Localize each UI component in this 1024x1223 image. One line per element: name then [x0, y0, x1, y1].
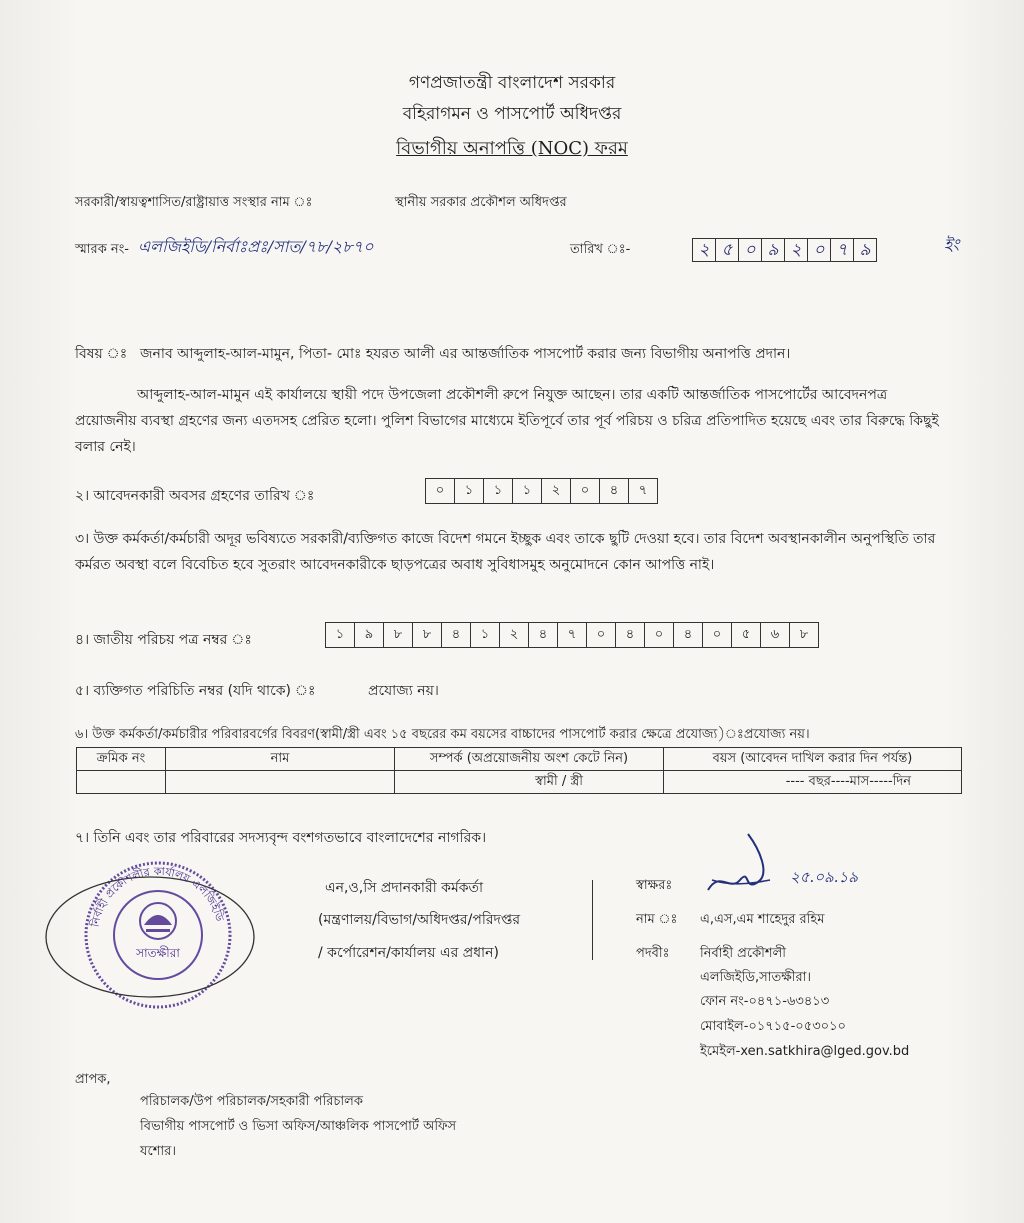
- name-label: নাম ঃ: [636, 912, 678, 927]
- date-digit-box: ৯: [853, 239, 876, 261]
- date-digit-box: ০: [807, 239, 830, 261]
- nid-digit-box: ৪: [615, 623, 644, 647]
- family-table-header: [77, 748, 962, 771]
- family-table: [76, 747, 962, 794]
- date-digit-box: ২: [698, 240, 710, 260]
- date-label: তারিখ ঃ-: [570, 242, 631, 257]
- retirement-digit-box: ১: [483, 479, 512, 503]
- nid-digit-box: ০: [644, 623, 673, 647]
- name-value: এ,এস,এম শাহেদুর রহিম: [700, 912, 825, 927]
- signature-divider: [592, 880, 593, 960]
- date-digit-box: ৫: [715, 239, 738, 261]
- form-title-text: বিভাগীয় অনাপত্তি (NOC) ফরম: [396, 138, 628, 159]
- retirement-digit-box: ১: [512, 479, 541, 503]
- date-digit-box: ৭: [830, 239, 853, 261]
- org-label: সরকারী/স্বায়ত্বশাসিত/রাষ্ট্রায়াত্ত সংস্থার নাম ঃ: [75, 195, 313, 210]
- date-digit-box: ০: [738, 239, 761, 261]
- designation-label: পদবীঃ: [636, 946, 670, 961]
- authority-line1: এন,ও,সি প্রদানকারী কর্মকর্তা: [325, 880, 484, 896]
- item5-label: ৫। ব্যক্তিগত পরিচিতি নম্বর (যদি থাকে) ঃ: [75, 683, 316, 699]
- designation-value: নির্বাহী প্রকৌশলী: [700, 946, 787, 961]
- nid-digit-box: ৫: [731, 623, 760, 647]
- nid-digit-box: ১: [335, 627, 345, 642]
- subject-text: জনাব আব্দুলাহ-আল-মামুন, পিতা- মোঃ হযরত আলী এর আন্তর্জাতিক পাসপোর্ট করার জন্য বিভাগীয় অনাপত্তি প্রদান।: [140, 346, 791, 362]
- nid-digit-box: ১: [470, 623, 499, 647]
- sign-label: স্বাক্ষরঃ: [636, 878, 673, 893]
- retirement-digit-box: ৭: [628, 479, 657, 503]
- item7-text: ৭। তিনি এবং তার পরিবারের সদস্যবৃন্দ বংশগতভাবে বাংলাদেশের নাগরিক।: [75, 830, 487, 846]
- nid-boxes: [325, 622, 819, 648]
- item5-value: প্রযোজ্য নয়।: [368, 683, 439, 699]
- nid-digit-box: ৮: [383, 623, 412, 647]
- mobile-number: মোবাইল-০১৭১৫-০৫৩০১০: [700, 1019, 846, 1034]
- memo-label: স্মারক নং-: [75, 242, 129, 257]
- phone-number: ফোন নং-০৪৭১-৬৩৪১৩: [700, 994, 830, 1009]
- nid-digit-box: ০: [586, 623, 615, 647]
- header-department: বহিরাগমন ও পাসপোর্ট অধিদপ্তর: [402, 104, 622, 124]
- retirement-digit-box: ২: [541, 479, 570, 503]
- retirement-digit-box: ৪: [599, 479, 628, 503]
- col-age: বয়স (আবেদন দাখিল করার দিন পর্যন্ত): [664, 748, 962, 771]
- header-govt: গণপ্রজাতন্ত্রী বাংলাদেশ সরকার: [408, 73, 616, 93]
- cell-relation: স্বামী / স্ত্রী: [395, 771, 664, 794]
- cell-serial: [77, 771, 166, 794]
- nid-digit-box: ৮: [789, 623, 818, 647]
- table-row: [77, 771, 962, 794]
- retirement-digit-box: ০: [570, 479, 599, 503]
- retirement-digit-box: ১: [454, 479, 483, 503]
- item6-label: ৬। উক্ত কর্মকর্তা/কর্মচারীর পরিবারবর্গের বিবরণ(স্বামী/স্ত্রী এবং ১৫ বছরের কম বয়সের বাচ্চাদের পাসপোর্ট করার ক্ষেত্রে প্রযোজ্য)ঃপ্রযোজ্য নয়।: [75, 727, 810, 742]
- nid-digit-box: ৬: [760, 623, 789, 647]
- authority-line2: (মন্ত্রণালয়/বিভাগ/অধিদপ্তর/পরিদপ্তর: [318, 912, 521, 928]
- cell-age: ---- বছর----মাস-----দিন: [664, 771, 962, 794]
- nid-digit-box: ২: [499, 623, 528, 647]
- date-digit-box: ৯: [761, 239, 784, 261]
- col-serial: ক্রমিক নং: [77, 748, 166, 771]
- recipient-label: প্রাপক,: [75, 1072, 111, 1087]
- nid-digit-box: ৯: [354, 623, 383, 647]
- nid-digit-box: ৪: [528, 623, 557, 647]
- item4-label: ৪। জাতীয় পরিচয় পত্র নম্বর ঃ: [75, 632, 252, 648]
- office-seal: [40, 855, 270, 1025]
- subject-label: বিষয় ঃ: [75, 346, 128, 362]
- office-name: এলজিইডি,সাতক্ষীরা।: [700, 970, 812, 985]
- nid-digit-box: ৪: [441, 623, 470, 647]
- nid-digit-box: ০: [702, 623, 731, 647]
- memo-number: এলজিইডি/নির্বাঃপ্রঃ/সাত/৭৮/২৮৭০: [138, 237, 374, 256]
- header-form-title: [0, 134, 1024, 165]
- item2-label: ২। আবেদনকারী অবসর গ্রহণের তারিখ ঃ: [75, 488, 315, 504]
- nid-digit-box: ৭: [557, 623, 586, 647]
- recipient-line1: পরিচালক/উপ পরিচালক/সহকারী পরিচালক: [140, 1094, 363, 1109]
- date-boxes: [692, 238, 877, 262]
- org-value: স্থানীয় সরকার প্রকৌশল অধিদপ্তর: [395, 195, 567, 210]
- nid-digit-box: ৪: [673, 623, 702, 647]
- seal-outer-text: নির্বাহী প্রকৌশলীর কার্যালয় এলজিইডি: [88, 864, 227, 929]
- sign-date: ২৫.০৯.১৯: [790, 868, 858, 886]
- item3-text: ৩। উক্ত কর্মকর্তা/কর্মচারী অদূর ভবিষ্যতে সরকারী/ব্যক্তিগত কাজে বিদেশ গমনে ইচ্ছুক এবং তাকে ছুটি দেওয়া হবে। তার বিদেশ অবস্থানকালীন অনুপস্থিতি তার কর্মরত অবস্থা বলে বিবেচিত হবে সুতরাং আবেদনকারীকে ছাড়পত্রের অবাধ সুবিধাসমুহ অনুমোদনে কোন আপত্তি নাই।: [75, 531, 936, 573]
- recipient-line2: বিভাগীয় পাসপোর্ট ও ভিসা অফিস/আঞ্চলিক পাসপোর্ট অফিস: [140, 1119, 457, 1134]
- col-relation: সম্পর্ক (অপ্রয়োজনীয় অংশ কেটে নিন): [395, 748, 664, 771]
- authority-line3: / কর্পোরেশন/কার্যালয় এর প্রধান): [318, 945, 499, 961]
- date-digit-box: ২: [784, 239, 807, 261]
- seal-inner-text: সাতক্ষীরা: [136, 946, 180, 960]
- seal-emblem-icon: [140, 903, 176, 939]
- cell-name: [166, 771, 395, 794]
- retirement-digit-box: ০: [435, 483, 445, 498]
- paragraph-1: আব্দুলাহ-আল-মামুন এই কার্যালয়ে স্থায়ী পদে উপজেলা প্রকৌশলী রুপে নিযুক্ত আছেন। তার একটি আন্তর্জাতিক পাসপোর্টের আবেদনপত্র প্রয়োজনীয় ব্যবস্থা গ্রহণের জন্য এতদসহ প্রেরিত হলো। পুলিশ বিভাগের মাধ্যেমে ইতিপূর্বে তার পূর্ব পরিচয় ও চরিত্র প্রতিপাদিত হয়েছে এবং তার বিরুদ্ধে কিছুই বলার নেই।: [75, 387, 939, 455]
- retirement-date-boxes: [425, 478, 658, 504]
- nid-digit-box: ৮: [412, 623, 441, 647]
- recipient-line3: যশোর।: [140, 1144, 176, 1159]
- email-address: ইমেইল-xen.satkhira@lged.gov.bd: [700, 1044, 910, 1059]
- col-name: নাম: [166, 748, 395, 771]
- date-suffix: ইং: [944, 235, 960, 254]
